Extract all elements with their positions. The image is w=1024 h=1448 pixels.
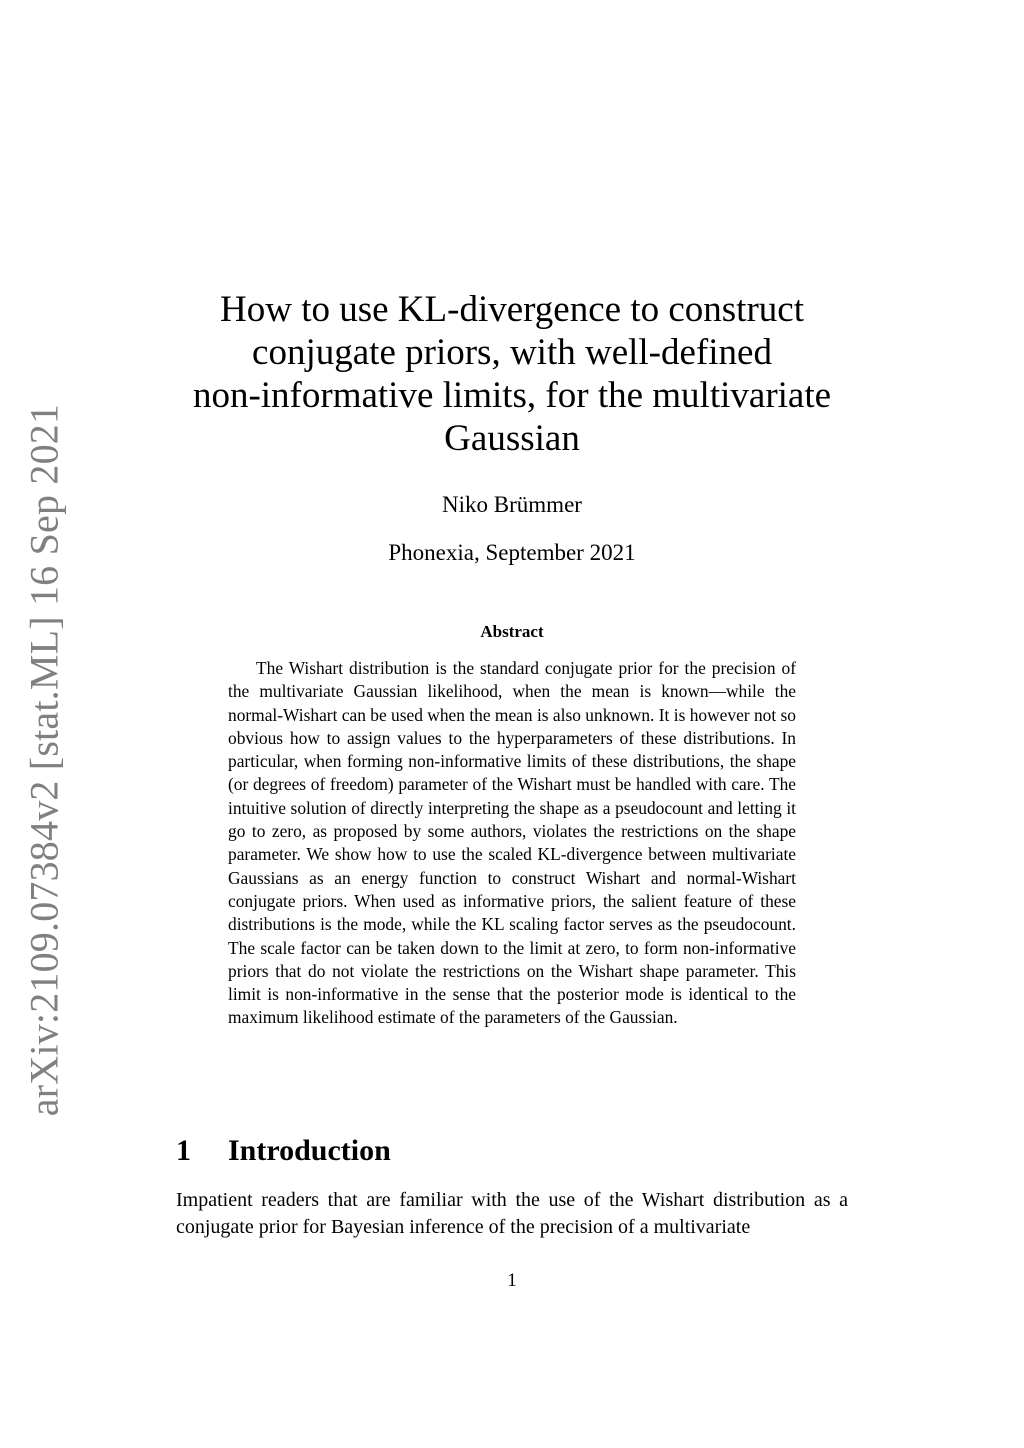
title-line: conjugate priors, with well-defined (252, 332, 772, 373)
title-line: non-informative limits, for the multivariate (192, 375, 832, 416)
abstract-text: The Wishart distribution is the standard conjugate prior for the precision of the multivariate Gaussian likelihood, when the mean is known—while the normal-Wishart can be used when the mean is also unknown. It is however not so obvious how to assign values to the hyperparameters of these distributions. In particular, when forming non-informative limits of these distributions, the shape (or degrees of freedom) parameter of the Wishart must be handled with care. The intuitive solution of directly interpreting the shape as a pseudocount and letting it go to zero, as proposed by some authors, violates the restrictions on the shape parameter. We show how to use the scaled KL-divergence between multivariate Gaussians as an energy function to construct Wishart and normal-Wishart conjugate priors. When used as informative priors, the salient feature of these distributions is the mode, while the KL scaling factor serves as the pseudocount. The scale factor can be taken down to the limit at zero, to form non-informative priors that do not violate the restrictions on the Wishart shape parameter. This limit is non-informative in the sense that the posterior mode is identical to the maximum likelihood estimate of the parameters of the Gaussian. (228, 658, 796, 1028)
abstract-heading: Abstract (480, 622, 544, 641)
affiliation-date: Phonexia, September 2021 (388, 540, 636, 565)
title-line: How to use KL-divergence to construct (220, 289, 804, 330)
arxiv-identifier-stamp: arXiv:2109.07384v2 [stat.ML] 16 Sep 2021 (21, 403, 67, 1117)
author-name: Niko Brümmer (442, 492, 582, 517)
title-line: Gaussian (444, 418, 580, 459)
paper-title (180, 288, 844, 460)
page-number: 1 (507, 1270, 517, 1291)
section-heading (176, 1134, 391, 1168)
section-number: 1 (176, 1134, 191, 1167)
introduction-text: Impatient readers that are familiar with the use of the Wishart distribution as a conjugate prior for Bayesian inference of the precision of a multivariate (176, 1189, 848, 1238)
section-title: Introduction (228, 1134, 391, 1167)
